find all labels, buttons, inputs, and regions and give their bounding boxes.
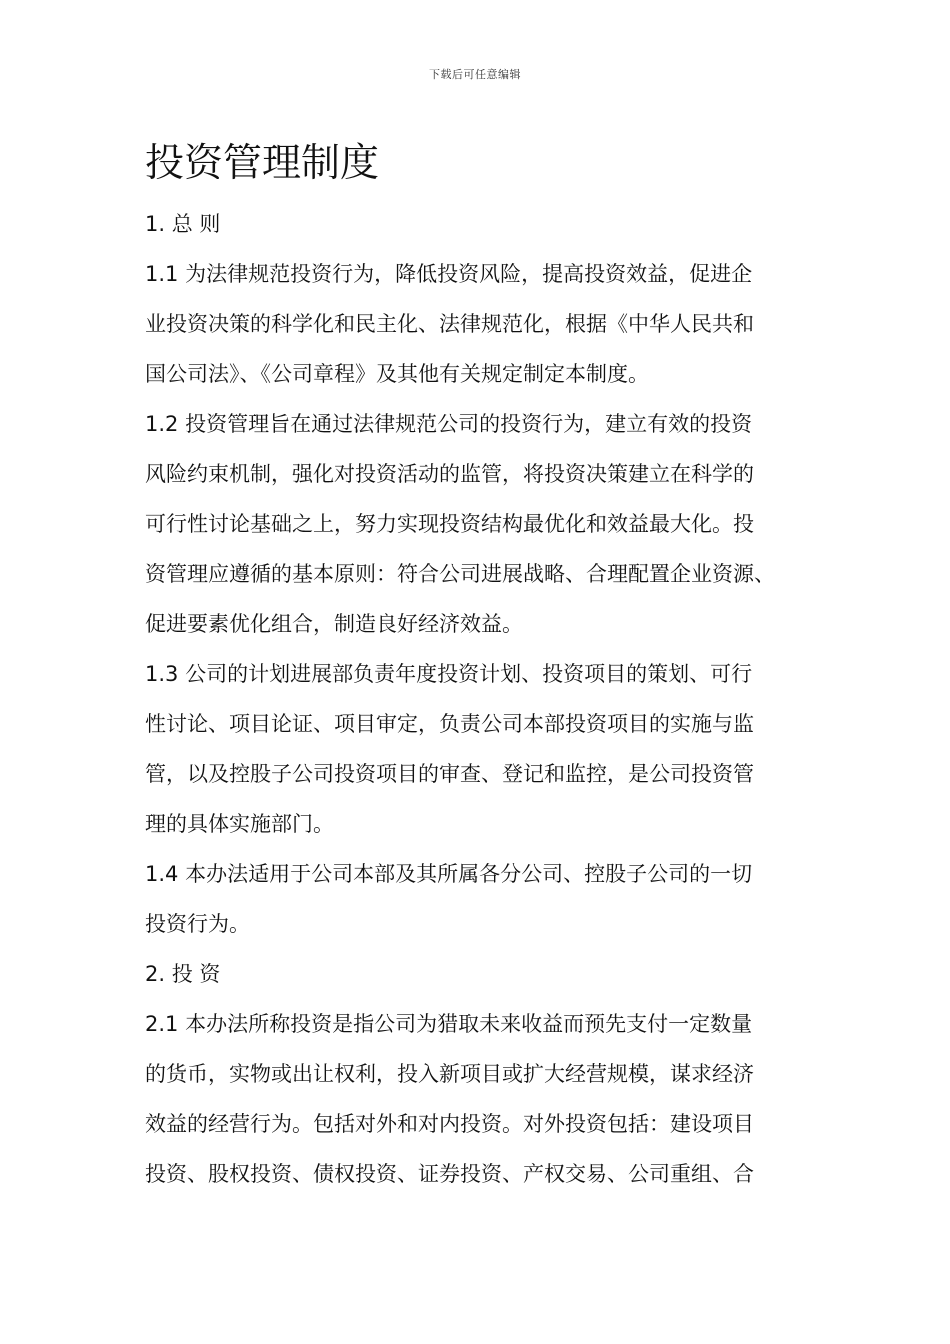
section-heading-general: 1. 总 则: [145, 212, 221, 236]
text-line: 投资、股权投资、债权投资、证券投资、产权交易、公司重组、合: [145, 1162, 754, 1186]
text-line: 1.3 公司的计划进展部负责年度投资计划、投资项目的策划、可行: [145, 662, 753, 686]
text-line: 风险约束机制，强化对投资活动的监管，将投资决策建立在科学的: [145, 462, 754, 486]
page-header: 下载后可任意编辑: [429, 68, 521, 81]
text-line: 可行性讨论基础之上，努力实现投资结构最优化和效益最大化。投: [145, 512, 754, 536]
text-line: 理的具体实施部门。: [145, 812, 334, 836]
text-line: 1.1 为法律规范投资行为，降低投资风险，提高投资效益，促进企: [145, 262, 753, 286]
text-line: 促进要素优化组合，制造良好经济效益。: [145, 612, 523, 636]
text-line: 2.1 本办法所称投资是指公司为猎取未来收益而预先支付一定数量: [145, 1012, 753, 1036]
text-line: 1.4 本办法适用于公司本部及其所属各分公司、控股子公司的一切: [145, 862, 753, 886]
document-title: 投资管理制度: [145, 141, 380, 186]
document-body: [145, 199, 815, 1199]
text-line: 国公司法》、《公司章程》及其他有关规定制定本制度。: [145, 362, 649, 386]
text-line: 业投资决策的科学化和民主化、法律规范化，根据《中华人民共和: [145, 312, 754, 336]
section-heading-investment: 2. 投 资: [145, 962, 221, 986]
text-line: 效益的经营行为。包括对外和对内投资。对外投资包括：建设项目: [145, 1112, 754, 1136]
text-line: 资管理应遵循的基本原则：符合公司进展战略、合理配置企业资源、: [145, 562, 775, 586]
text-line: 1.2 投资管理旨在通过法律规范公司的投资行为，建立有效的投资: [145, 412, 753, 436]
text-line: 的货币，实物或出让权利，投入新项目或扩大经营规模，谋求经济: [145, 1062, 754, 1086]
text-line: 管，以及控股子公司投资项目的审查、登记和监控，是公司投资管: [145, 762, 754, 786]
text-line: 投资行为。: [145, 912, 250, 936]
text-line: 性讨论、项目论证、项目审定，负责公司本部投资项目的实施与监: [145, 712, 754, 736]
